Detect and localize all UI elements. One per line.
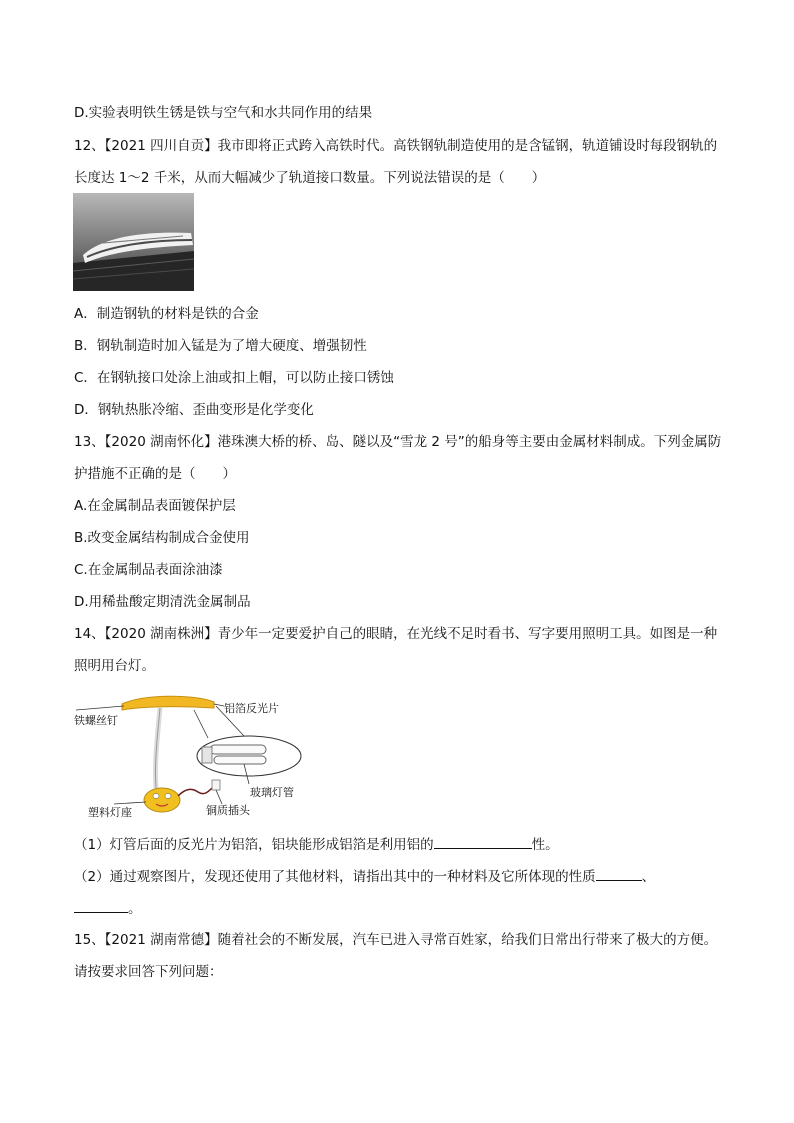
question-14-part-1-text: （1）灯管后面的反光片为铝箔，铝块能形成铝箔是利用铝的 xyxy=(74,837,434,853)
question-15-stem-cont: 请按要求回答下列问题： xyxy=(74,964,223,980)
glass-tube-shape xyxy=(210,745,266,754)
question-15-stem: 15、【2021 湖南常德】随着社会的不断发展，汽车已进入寻常百姓家，给我们日常出行带来了极大的方便。 xyxy=(74,932,718,948)
question-14-part-1 xyxy=(74,835,559,854)
screw-label: 铁螺丝钉 xyxy=(74,714,118,727)
question-13-stem: 13、【2020 湖南怀化】港珠澳大桥的桥、岛、隧以及“雪龙 2 号”的船身等主要由金属材料制成。下列金属防 xyxy=(74,434,722,450)
question-12-option-b: B．钢轨制造时加入锰是为了增大硬度、增强韧性 xyxy=(74,338,367,354)
question-13-option-c: C.在金属制品表面涂油漆 xyxy=(74,562,223,578)
question-14-part-2-cont xyxy=(74,899,142,918)
question-13-option-b: B.改变金属结构制成合金使用 xyxy=(74,530,250,546)
foil-label: 铝箔反光片 xyxy=(224,702,279,715)
question-12-option-a: A．制造钢轨的材料是铁的合金 xyxy=(74,306,259,322)
base-label: 塑料灯座 xyxy=(88,806,132,818)
plug-label: 铜质插头 xyxy=(206,804,250,817)
lamp-base-shape xyxy=(144,788,180,812)
question-14-part-2-sep: 、 xyxy=(641,869,656,885)
question-14-stem: 14、【2020 湖南株洲】青少年一定要爱护自己的眼睛，在光线不足时看书、写字要用照明工具。如图是一种 xyxy=(74,626,718,642)
answer-blank-2[interactable] xyxy=(596,867,642,881)
question-14-part-2-end: 。 xyxy=(128,901,142,917)
copper-plug-shape xyxy=(212,780,220,790)
question-12-stem-cont: 长度达 1～2 千米，从而大幅减少了轨道接口数量。下列说法错误的是（ ） xyxy=(74,170,546,186)
question-13-option-d: D.用稀盐酸定期清洗金属制品 xyxy=(74,594,251,610)
question-14-part-2 xyxy=(74,867,655,886)
lamp-shade-shape xyxy=(122,696,214,710)
question-13-option-a: A.在金属制品表面镀保护层 xyxy=(74,498,236,514)
desk-lamp-figure xyxy=(74,692,314,818)
question-14-part-1-suffix: 性。 xyxy=(531,837,559,853)
question-12-option-d: D．钢轨热胀冷缩、歪曲变形是化学变化 xyxy=(74,402,314,418)
question-12-option-c: C．在钢轨接口处涂上油或扣上帽，可以防止接口锈蚀 xyxy=(74,370,394,386)
answer-blank-1[interactable] xyxy=(434,835,532,849)
option-d-line: D.实验表明铁生锈是铁与空气和水共同作用的结果 xyxy=(74,105,373,121)
tube-label: 玻璃灯管 xyxy=(250,786,294,799)
answer-blank-3[interactable] xyxy=(74,899,128,913)
high-speed-train-photo xyxy=(73,193,194,291)
question-12-stem: 12、【2021 四川自贡】我市即将正式跨入高铁时代。高铁钢轨制造使用的是含锰钢，轨道铺设时每段钢轨的 xyxy=(74,138,718,154)
question-13-stem-cont: 护措施不正确的是（ ） xyxy=(74,466,236,482)
question-14-part-2-text: （2）通过观察图片，发现还使用了其他材料，请指出其中的一种材料及它所体现的性质 xyxy=(74,869,596,885)
question-14-stem-cont: 照明用台灯。 xyxy=(74,658,155,674)
